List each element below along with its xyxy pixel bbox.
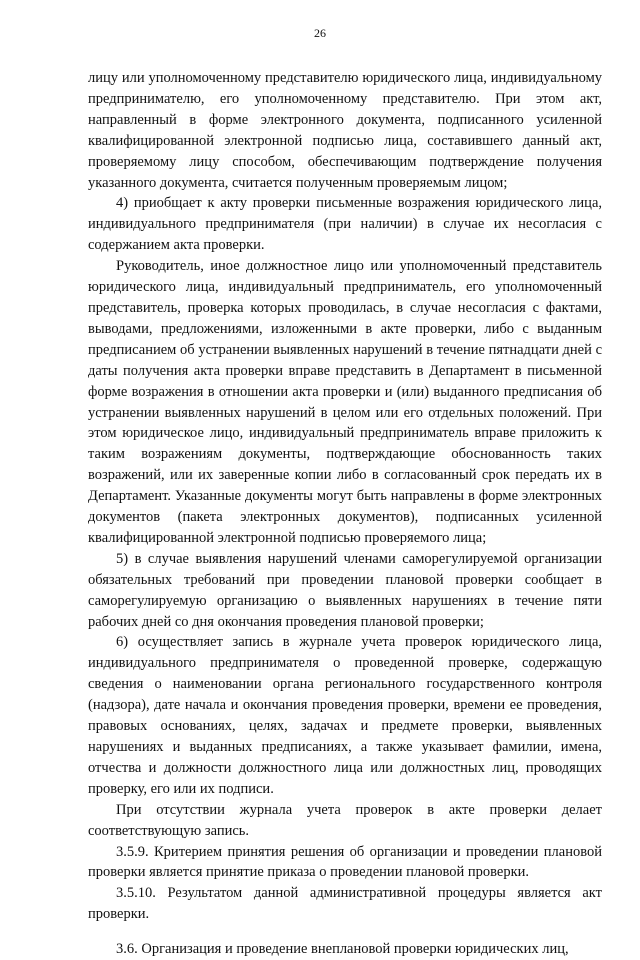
page-number: 26 <box>314 26 326 40</box>
paragraph-continuation: лицу или уполномоченному представителю юридического лица, индивидуальному предпринимателю, его уполномоченному представителю. При этом акт, направленный в форме электронного документа, подписанного усиленной квалифицированной электронной подписью лица, составившего данный акт, проверяемому лицу способом, обеспечивающим подтверждение получения указанного документа, считается полученным проверяемым лицом; <box>88 70 602 191</box>
paragraph-item-4: 4) приобщает к акту проверки письменные возражения юридического лица, индивидуального предпринимателя (при наличии) в случае их несогласия с содержанием акта проверки. <box>88 195 602 254</box>
document-body <box>88 68 602 960</box>
paragraph-item-6: 6) осуществляет запись в журнале учета проверок юридического лица, индивидуального предпринимателя о проведенной проверке, содержащую сведения о наименовании органа регионального государственного контроля (надзора), дате начала и окончания проведения проверки, времени ее проведения, правовых основаниях, целях, задачах и предмете проверки, выявленных нарушениях и выданных предписаниях, а также указывает фамилии, имена, отчества и должности должностного лица или должностных лиц, проводящих проверку, его или их подписи. <box>88 634 602 797</box>
paragraph-3-5-10: 3.5.10. Результатом данной административной процедуры является акт проверки. <box>88 885 602 923</box>
paragraph-objections: Руководитель, иное должностное лицо или уполномоченный представитель юридического лица, индивидуальный предприниматель, его уполномоченный представитель, проверка которых проводилась, в случае несогласия с фактами, выводами, предложениями, изложенными в акте проверки, либо с выданным предписанием об устранении выявленных нарушений в течение пятнадцати дней с даты получения акта проверки вправе представить в Департамент в письменной форме возражения в отношении акта проверки и (или) выданного предписания об устранении выявленных нарушений в целом или его отдельных положений. При этом юридическое лицо, индивидуальный предприниматель вправе приложить к таким возражениям документы, подтверждающие обоснованность таких возражений, или их заверенные копии либо в согласованный срок передать их в Департамент. Указанные документы могут быть направлены в форме электронных документов (пакета электронных документов), подписанных усиленной квалифицированной электронной подписью проверяемого лица; <box>88 258 602 546</box>
paragraph-no-journal: При отсутствии журнала учета проверок в акте проверки делает соответствующую запись. <box>88 801 602 839</box>
section-heading-3-6: 3.6. Организация и проведение внеплановой проверки юридических лиц, <box>116 941 569 958</box>
paragraph-item-5: 5) в случае выявления нарушений членами саморегулируемой организации обязательных требований при проведении плановой проверки сообщает в саморегулируемую организацию о выявленных нарушениях в течение пяти рабочих дней со дня окончания проведения плановой проверки; <box>88 550 602 630</box>
paragraph-3-5-9: 3.5.9. Критерием принятия решения об организации и проведении плановой проверки является принятие приказа о проведении плановой проверки. <box>88 843 602 881</box>
